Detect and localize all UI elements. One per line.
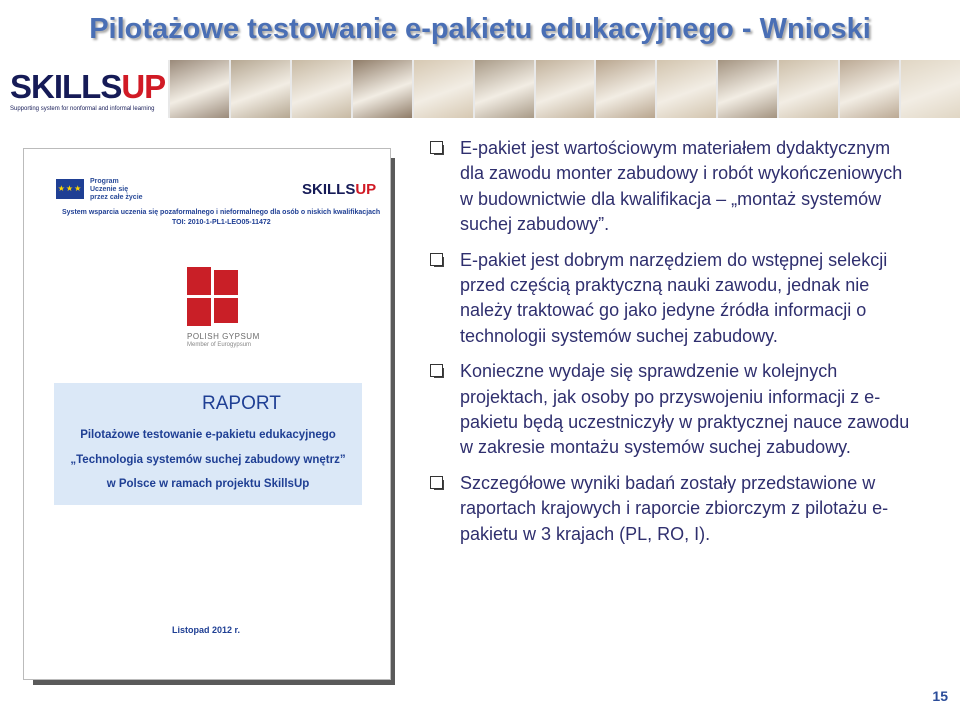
page-number: 15 xyxy=(932,688,948,704)
report-cover xyxy=(23,148,391,680)
checkbox-bullet-icon xyxy=(430,253,443,266)
eu-flag-icon: ★★★ xyxy=(56,179,84,199)
conclusion-item xyxy=(430,136,910,238)
construction-photo xyxy=(170,60,229,118)
conclusions-list xyxy=(430,136,910,557)
report-line-1: Pilotażowe testowanie e-pakietu edukacyjnego xyxy=(80,429,336,441)
program-label-2: Uczenie się xyxy=(90,186,129,193)
conclusion-text: Szczegółowe wyniki badań zostały przedstawione w raportach krajowych i raporcie zbiorczym z pilotażu e-pakietu w 3 krajach (PL, RO, I). xyxy=(460,472,889,544)
construction-photo xyxy=(292,60,351,118)
construction-photo xyxy=(475,60,534,118)
report-system-line: System wsparcia uczenia się pozaformalnego i nieformalnego dla osób o niskich kwalifikacjach xyxy=(62,209,381,216)
logo-accent-text: UP xyxy=(121,68,166,105)
checkbox-bullet-icon xyxy=(430,141,443,154)
conclusion-text: E-pakiet jest wartościowym materiałem dydaktycznym dla zawodu monter zabudowy i robót wykończeniowych w budownictwie dla kwalifikacja – „montaż systemów suchej zabudowy”. xyxy=(460,138,903,235)
construction-photo xyxy=(657,60,716,118)
report-line-3: w Polsce w ramach projektu SkillsUp xyxy=(106,478,310,490)
program-label-3: przez całe życie xyxy=(90,194,143,201)
header-banner xyxy=(0,60,960,118)
conclusion-item xyxy=(430,471,910,547)
construction-photo xyxy=(414,60,473,118)
report-title-box xyxy=(54,383,362,505)
conclusion-item xyxy=(430,248,910,350)
construction-photo xyxy=(596,60,655,118)
construction-photo xyxy=(901,60,960,118)
checkbox-bullet-icon xyxy=(430,364,443,377)
partner-name: POLISH GYPSUM xyxy=(187,332,260,341)
report-heading: RAPORT xyxy=(202,393,281,414)
logo-tagline: Supporting system for nonformal and informal learning xyxy=(10,106,155,112)
logo-main-text: SKILLS xyxy=(10,68,122,105)
program-label: Program xyxy=(90,178,119,185)
construction-photo xyxy=(536,60,595,118)
construction-photo xyxy=(718,60,777,118)
conclusion-text: E-pakiet jest dobrym narzędziem do wstępnej selekcji przed częścią praktyczną nauki zawodu, jednak nie należy traktować go jako jedyne źródła informacji o technologii systemów suchej zabudowy. xyxy=(460,249,888,346)
photo-strip xyxy=(168,60,960,118)
checkbox-bullet-icon xyxy=(430,476,443,489)
construction-photo xyxy=(231,60,290,118)
construction-photo xyxy=(779,60,838,118)
conclusion-text: Konieczne wydaje się sprawdzenie w kolejnych projektach, jak osoby po przyswojeniu informacji z e-pakietu będą uczestniczyły w praktycznej nauce zawodu w zakresie montażu systemów suchej zabudowy. xyxy=(460,361,910,458)
skillsup-logo xyxy=(0,60,168,118)
conclusion-item xyxy=(430,359,910,461)
report-line-2: „Technologia systemów suchej zabudowy wnętrz” xyxy=(70,454,346,466)
report-date: Listopad 2012 r. xyxy=(172,625,241,635)
partner-member: Member of Eurogypsum xyxy=(187,342,252,348)
polish-gypsum-logo-icon xyxy=(187,267,241,329)
report-toi: TOI: 2010-1-PL1-LEO05-11472 xyxy=(172,219,271,226)
construction-photo xyxy=(840,60,899,118)
construction-photo xyxy=(353,60,412,118)
report-skillsup-logo: SKILLSUP xyxy=(302,181,377,198)
slide-title: Pilotażowe testowanie e-pakietu edukacyjnego - Wnioski xyxy=(89,13,871,45)
